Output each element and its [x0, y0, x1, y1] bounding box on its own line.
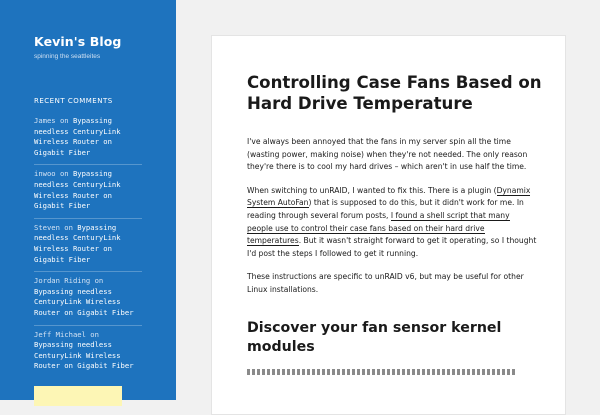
comment-author: inwoo [34, 169, 56, 179]
paragraph-text: When switching to unRAID, I wanted to fix this. There is a plugin ( [247, 185, 497, 195]
comment-post-link[interactable]: Bypassing needless CenturyLink Wireless Router on Gigabit Fiber [34, 169, 121, 211]
cut-off-text [247, 369, 517, 375]
list-item [34, 164, 142, 217]
autofan-link[interactable]: Dynamix System AutoFan [247, 185, 531, 208]
site-tagline: spinning the seattleites [34, 53, 101, 60]
list-item [34, 271, 142, 324]
comment-post-link[interactable]: Bypassing needless CenturyLink Wireless Router on Gigabit Fiber [34, 116, 121, 157]
comment-on: on [64, 222, 73, 232]
paragraph-intro: I've always been annoyed that the fans in my server spin all the time (wasting power, making noise) when they're not needed. The only reason they're there is to cool my hard drives – which aren't in use half the time. [247, 137, 528, 172]
recent-comments-heading: RECENT COMMENTS [34, 97, 113, 105]
site-title[interactable]: Kevin's Blog [34, 34, 122, 49]
comment-post-link[interactable]: Bypassing needless CenturyLink Wireless Router on Gigabit Fiber [34, 286, 134, 317]
comment-post-link[interactable]: Bypassing needless CenturyLink Wireless Router on Gigabit Fiber [34, 222, 121, 264]
comment-author: James [34, 116, 56, 125]
list-item [34, 325, 142, 378]
paragraph-note: These instructions are specific to unRAID v6, but may be useful for other Linux installations. [247, 272, 524, 294]
sidebar [0, 0, 176, 400]
comment-post-link[interactable]: Bypassing needless CenturyLink Wireless Router on Gigabit Fiber [34, 340, 134, 371]
recent-comments-list [34, 112, 142, 378]
article-title[interactable]: Controlling Case Fans Based on Hard Drive Temperature [247, 73, 542, 113]
comment-author: Steven [34, 222, 60, 232]
paragraph-text: ) that is supposed to do this, but it didn't work for me. In reading through several forum posts, [247, 198, 524, 220]
paragraph-text: . But it wasn't straight forward to get it operating, so I thought I'd post the steps I followed to get it running. [247, 236, 537, 258]
list-item [34, 112, 142, 164]
comment-author: Jordan Riding [34, 276, 91, 286]
comment-on: on [94, 276, 104, 286]
comment-author: Jeff Michael [34, 329, 86, 339]
sidebar-highlight-box [34, 386, 122, 406]
paragraph-unraid [247, 185, 537, 261]
list-item [34, 218, 142, 271]
comment-on: on [59, 116, 69, 125]
comment-on: on [59, 169, 69, 179]
article-content [247, 136, 537, 375]
shell-script-link[interactable]: I found a shell script that many people use to control their case fans based on their hard drive temperatures [247, 210, 510, 246]
article-card [211, 35, 566, 415]
comment-on: on [90, 329, 99, 339]
section-heading: Discover your fan sensor kernel modules [247, 319, 502, 355]
